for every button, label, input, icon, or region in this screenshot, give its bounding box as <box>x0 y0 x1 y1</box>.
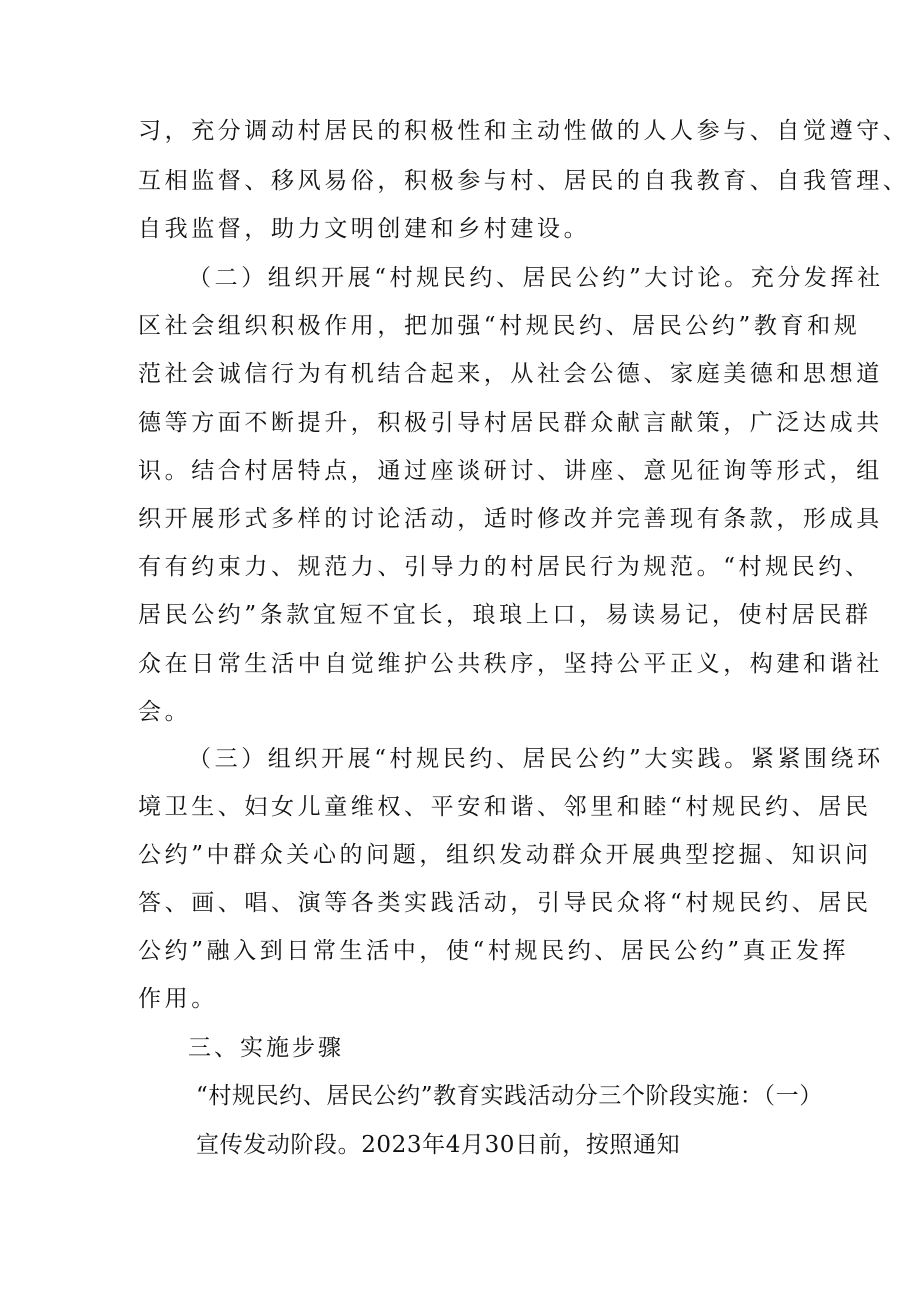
paragraph-line: 众在日常生活中自觉维护公共秩序，坚持公平正义，构建和谐社 <box>138 651 883 677</box>
paragraph-line: （三）组织开展“村规民约、居民公约”大实践。紧紧围绕环 <box>188 746 884 772</box>
paragraph-line: 范社会诚信行为有机结合起来，从社会公德、家庭美德和思想道 <box>138 361 883 387</box>
paragraph-line: 自我监督，助力文明创建和乡村建设。 <box>138 216 591 242</box>
paragraph-line: 德等方面不断提升，积极引导村居民群众献言献策，广泛达成共 <box>138 410 883 436</box>
paragraph-line: 居民公约”条款宜短不宜长，琅琅上口，易读易记，使村居民群 <box>138 602 872 628</box>
section-heading: 三、实施步骤 <box>188 1035 344 1061</box>
paragraph-line: 答、画、唱、演等各类实践活动，引导民众将“村规民约、居民 <box>138 890 872 916</box>
paragraph-line: 有有约束力、规范力、引导力的村居民行为规范。“村规民约、 <box>138 554 872 580</box>
paragraph-line: 作用。 <box>138 986 218 1012</box>
paragraph-line: 织开展形式多样的讨论活动，适时修改并完善现有条款，形成具 <box>138 506 883 532</box>
paragraph-line: “村规民约、居民公约”教育实践活动分三个阶段实施：（一） <box>196 1083 823 1109</box>
paragraph-line: 宣传发动阶段。2023年4月30日前，按照通知 <box>196 1132 681 1158</box>
paragraph-line: 习，充分调动村居民的积极性和主动性做的人人参与、自觉遵守、 <box>138 118 910 144</box>
paragraph-line: 公约”融入到日常生活中，使“村规民约、居民公约”真正发挥 <box>138 938 850 964</box>
paragraph-line: 区社会组织积极作用，把加强“村规民约、居民公约”教育和规 <box>138 313 861 339</box>
paragraph-line: 公约”中群众关心的问题，组织发动群众开展典型挖掘、知识问 <box>138 842 872 868</box>
paragraph-line: 互相监督、移风易俗，积极参与村、居民的自我教育、自我管理、 <box>138 168 910 194</box>
paragraph-line: 境卫生、妇女儿童维权、平安和谐、邻里和睦“村规民约、居民 <box>138 794 872 820</box>
paragraph-line: 会。 <box>138 699 192 725</box>
paragraph-line: （二）组织开展“村规民约、居民公约”大讨论。充分发挥社 <box>188 265 884 291</box>
paragraph-line: 识。结合村居特点，通过座谈研讨、讲座、意见征询等形式，组 <box>138 458 883 484</box>
